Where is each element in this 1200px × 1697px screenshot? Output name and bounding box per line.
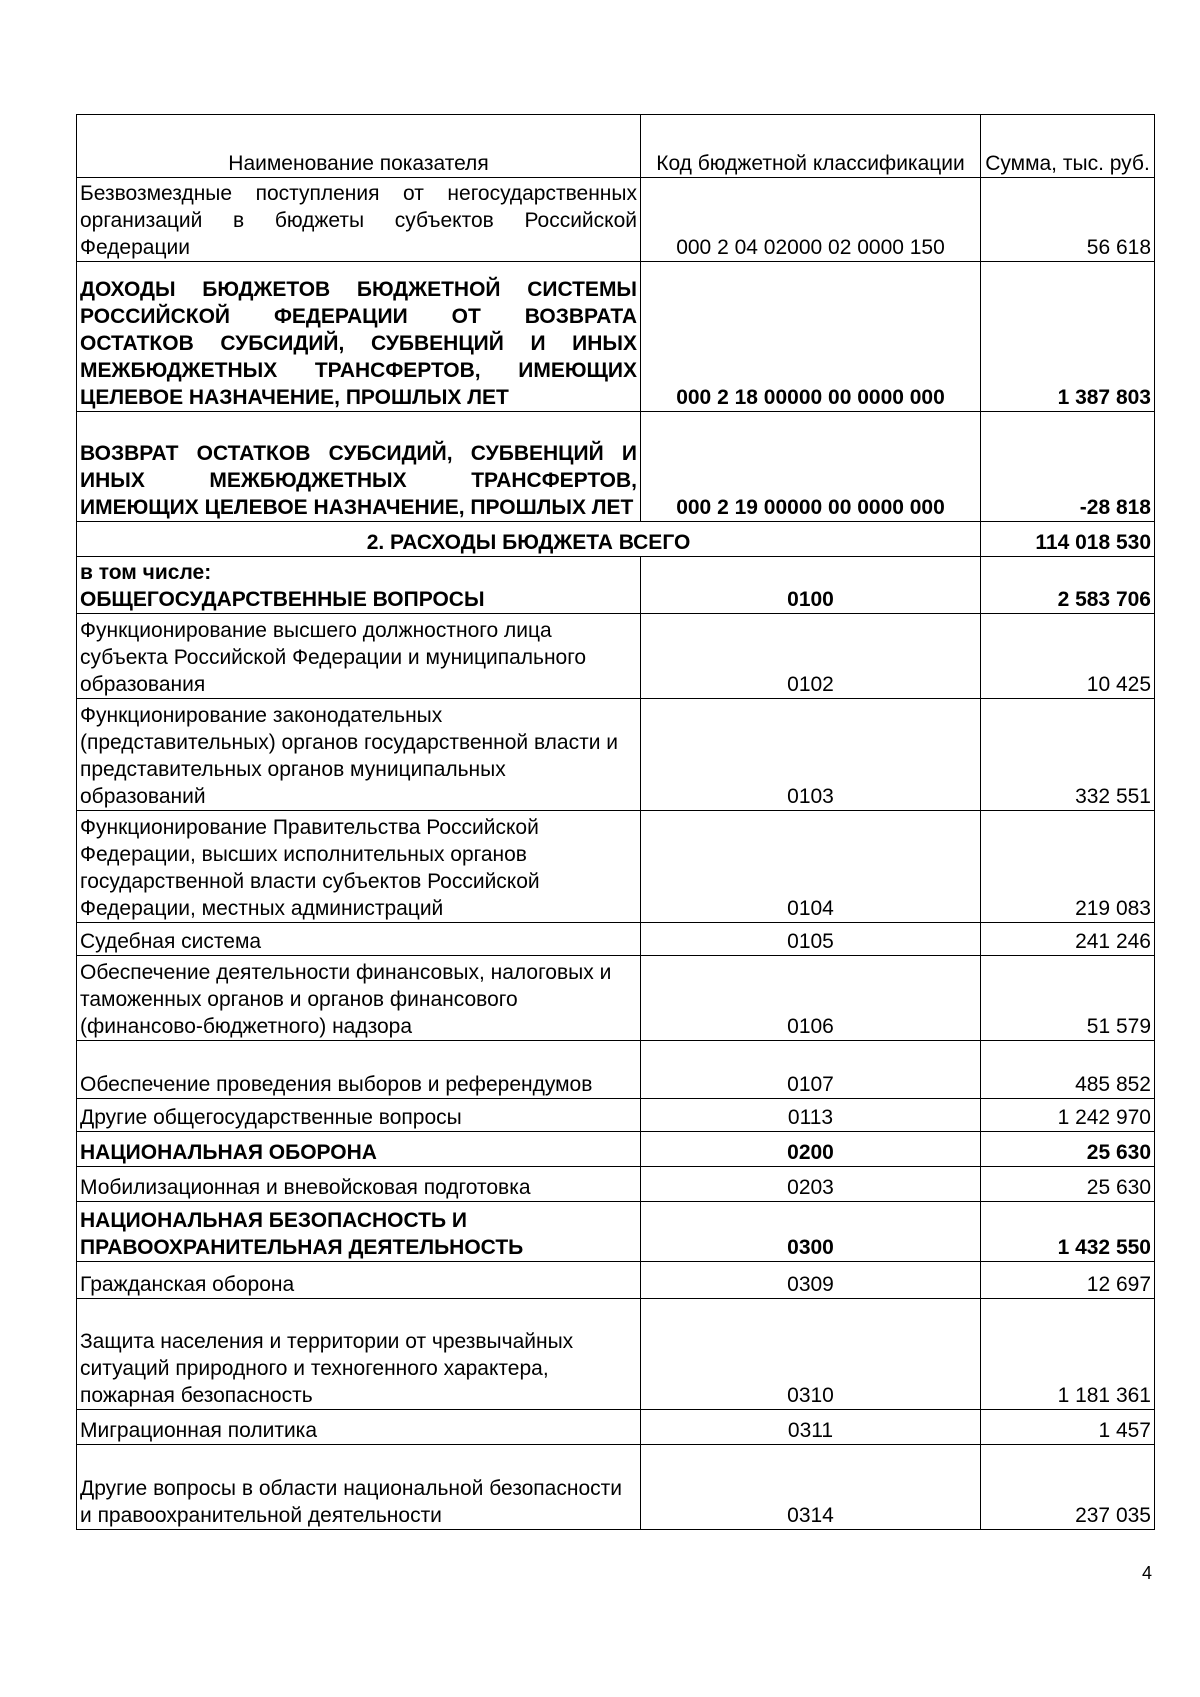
table-row [77,923,1155,956]
row-code: 0103 [641,699,981,811]
row-name-text: ОБЩЕГОСУДАРСТВЕННЫЕ ВОПРОСЫ [80,588,485,611]
row-code: 000 2 04 02000 02 0000 150 [641,178,981,262]
row-code: 0300 [641,1202,981,1262]
row-amount: 10 425 [981,614,1155,699]
row-amount: 485 852 [981,1041,1155,1099]
table-row [77,1445,1155,1530]
row-amount: 51 579 [981,956,1155,1041]
row-amount: 25 630 [981,1132,1155,1167]
row-code: 0203 [641,1167,981,1202]
row-amount: 1 457 [981,1410,1155,1445]
row-code: 0309 [641,1262,981,1299]
row-name: ДОХОДЫ БЮДЖЕТОВ БЮДЖЕТНОЙ СИСТЕМЫ РОССИЙСКОЙ ФЕДЕРАЦИИ ОТ ВОЗВРАТА ОСТАТКОВ СУБСИДИЙ, СУБВЕНЦИЙ И ИНЫХ МЕЖБЮДЖЕТНЫХ ТРАНСФЕРТОВ, ИМЕЮЩИХ ЦЕЛЕВОЕ НАЗНАЧЕНИЕ, ПРОШЛЫХ ЛЕТ [77,262,641,412]
row-name: Функционирование законодательных (представительных) органов государственной власти и представительных органов муниципальных образований [77,699,641,811]
table-row [77,557,1155,614]
row-name: Другие вопросы в области национальной безопасности и правоохранительной деятельности [77,1445,641,1530]
row-name: Функционирование высшего должностного лица субъекта Российской Федерации и муниципального образования [77,614,641,699]
row-code: 0106 [641,956,981,1041]
table-row [77,699,1155,811]
row-code: 000 2 19 00000 00 0000 000 [641,412,981,522]
row-name: ВОЗВРАТ ОСТАТКОВ СУБСИДИЙ, СУБВЕНЦИЙ И ИНЫХ МЕЖБЮДЖЕТНЫХ ТРАНСФЕРТОВ, ИМЕЮЩИХ ЦЕЛЕВОЕ НАЗНАЧЕНИЕ, ПРОШЛЫХ ЛЕТ [77,412,641,522]
row-code: 0311 [641,1410,981,1445]
header-code: Код бюджетной классификации [641,115,981,178]
row-code: 0113 [641,1099,981,1132]
row-amount: 56 618 [981,178,1155,262]
page-number: 4 [1141,1563,1152,1583]
row-code: 0107 [641,1041,981,1099]
table-row [77,1041,1155,1099]
row-amount: 219 083 [981,811,1155,923]
row-amount: 12 697 [981,1262,1155,1299]
row-name: Обеспечение проведения выборов и референдумов [77,1041,641,1099]
row-amount: 25 630 [981,1167,1155,1202]
row-name: НАЦИОНАЛЬНАЯ БЕЗОПАСНОСТЬ И ПРАВООХРАНИТЕЛЬНАЯ ДЕЯТЕЛЬНОСТЬ [77,1202,641,1262]
row-amount: 332 551 [981,699,1155,811]
row-code: 0102 [641,614,981,699]
row-name: Судебная система [77,923,641,956]
row-amount: 1 181 361 [981,1299,1155,1410]
row-name: Обеспечение деятельности финансовых, налоговых и таможенных органов и органов финансового (финансово-бюджетного) надзора [77,956,641,1041]
row-code: 0100 [641,557,981,614]
table-row [77,1132,1155,1167]
table-row [77,1202,1155,1262]
row-amount: 114 018 530 [981,522,1155,557]
row-name: Другие общегосударственные вопросы [77,1099,641,1132]
row-amount: 2 583 706 [981,557,1155,614]
header-name: Наименование показателя [77,115,641,178]
table-row [77,1262,1155,1299]
row-code: 0314 [641,1445,981,1530]
table-row [77,1410,1155,1445]
row-name: Миграционная политика [77,1410,641,1445]
table-row [77,956,1155,1041]
table-row [77,811,1155,923]
table-row [77,178,1155,262]
table-row [77,412,1155,522]
table-header-row [77,115,1155,178]
row-amount: 237 035 [981,1445,1155,1530]
row-code: 0200 [641,1132,981,1167]
budget-table [76,114,1155,1530]
row-name: Защита населения и территории от чрезвычайных ситуаций природного и техногенного характера, пожарная безопасность [77,1299,641,1410]
row-name [77,557,641,614]
table-row [77,1299,1155,1410]
table-row [77,1167,1155,1202]
row-amount: 1 432 550 [981,1202,1155,1262]
row-name: Гражданская оборона [77,1262,641,1299]
table-row [77,262,1155,412]
row-amount: 1 242 970 [981,1099,1155,1132]
table-row [77,1099,1155,1132]
header-amount: Сумма, тыс. руб. [981,115,1155,178]
row-code: 0104 [641,811,981,923]
row-name: Функционирование Правительства Российской Федерации, высших исполнительных органов государственной власти субъектов Российской Федерации, местных администраций [77,811,641,923]
expenses-total-row [77,522,1155,557]
row-prefix: в том числе: [80,561,212,584]
row-amount: 241 246 [981,923,1155,956]
row-name: Безвозмездные поступления от негосударственных организаций в бюджеты субъектов Российской Федерации [77,178,641,262]
row-name: 2. РАСХОДЫ БЮДЖЕТА ВСЕГО [77,522,981,557]
row-name: НАЦИОНАЛЬНАЯ ОБОРОНА [77,1132,641,1167]
row-amount: -28 818 [981,412,1155,522]
row-amount: 1 387 803 [981,262,1155,412]
row-code: 0105 [641,923,981,956]
row-code: 0310 [641,1299,981,1410]
row-name: Мобилизационная и вневойсковая подготовка [77,1167,641,1202]
table-row [77,614,1155,699]
row-code: 000 2 18 00000 00 0000 000 [641,262,981,412]
